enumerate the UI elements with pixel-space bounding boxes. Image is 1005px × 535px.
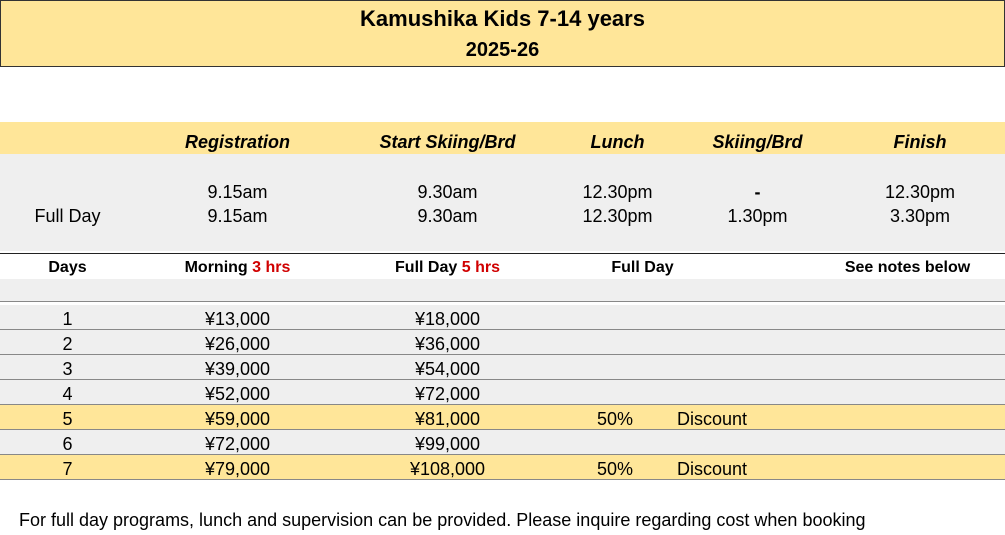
fullday-price: ¥72,000 <box>414 384 481 404</box>
schedule-cell: 1.30pm <box>727 206 788 226</box>
header-notes: See notes below <box>844 259 971 276</box>
schedule-cell: - <box>754 182 761 202</box>
schedule-cell: 12.30pm <box>582 206 653 226</box>
header-days: Days <box>48 259 87 276</box>
days-cell: 6 <box>62 434 73 454</box>
discount-percent: 50% <box>596 459 634 479</box>
header-registration: Registration <box>184 132 290 152</box>
fullday-label: Full Day <box>395 259 462 276</box>
footer-note: For full day programs, lunch and supervision can be provided. Please inquire regarding cost when booking <box>19 510 866 530</box>
page-title: Kamushika Kids 7-14 years <box>360 6 645 31</box>
table-row <box>0 405 1005 430</box>
days-cell: 1 <box>62 309 73 329</box>
schedule-cell: 3.30pm <box>889 206 951 226</box>
fullday-price: ¥36,000 <box>414 334 481 354</box>
header-skiing: Skiing/Brd <box>712 132 803 152</box>
discount-label: Discount <box>677 459 748 479</box>
morning-price: ¥52,000 <box>204 384 271 404</box>
header-morning <box>140 254 335 279</box>
table-row <box>0 355 1005 380</box>
fullday-price: ¥108,000 <box>409 459 486 479</box>
morning-price: ¥59,000 <box>204 409 271 429</box>
fullday-price: ¥99,000 <box>414 434 481 454</box>
fullday-hours: 5 hrs <box>461 259 500 276</box>
days-cell: 5 <box>62 409 73 429</box>
table-row <box>0 330 1005 355</box>
schedule-cell: 12.30pm <box>884 182 956 202</box>
header-finish: Finish <box>893 132 947 152</box>
discount-label: Discount <box>677 409 748 429</box>
schedule-cell: 9.30am <box>417 206 478 226</box>
spacer-row <box>0 279 1005 302</box>
morning-hours: 3 hrs <box>252 259 291 276</box>
days-cell: 2 <box>62 334 73 354</box>
fullday-price: ¥54,000 <box>414 359 481 379</box>
table-row <box>0 305 1005 330</box>
table-row <box>0 380 1005 405</box>
schedule-header <box>0 122 1005 154</box>
discount-percent: 50% <box>596 409 634 429</box>
morning-price: ¥79,000 <box>204 459 271 479</box>
table-row <box>0 430 1005 455</box>
days-cell: 7 <box>62 459 73 479</box>
season-label: 2025-26 <box>465 39 540 61</box>
fullday-price: ¥81,000 <box>414 409 481 429</box>
header-fullday-2: Full Day <box>611 259 674 276</box>
table-row <box>0 455 1005 480</box>
morning-label: Morning <box>184 259 253 276</box>
fullday-price: ¥18,000 <box>414 309 481 329</box>
schedule-cell: 9.15am <box>207 206 268 226</box>
morning-price: ¥39,000 <box>204 359 271 379</box>
schedule-cell: 9.30am <box>417 182 478 202</box>
schedule-cell: 12.30pm <box>582 182 653 202</box>
price-header <box>0 253 1005 280</box>
header-start: Start Skiing/Brd <box>379 132 516 152</box>
header-lunch: Lunch <box>590 132 645 152</box>
morning-price: ¥26,000 <box>204 334 271 354</box>
schedule-cell: 9.15am <box>207 182 268 202</box>
days-cell: 3 <box>62 359 73 379</box>
morning-price: ¥72,000 <box>204 434 271 454</box>
days-cell: 4 <box>62 384 73 404</box>
morning-price: ¥13,000 <box>204 309 271 329</box>
schedule-row-label: Full Day <box>34 206 101 226</box>
title-banner <box>0 0 1005 67</box>
header-fullday <box>350 254 545 279</box>
schedule-body <box>0 154 1005 251</box>
